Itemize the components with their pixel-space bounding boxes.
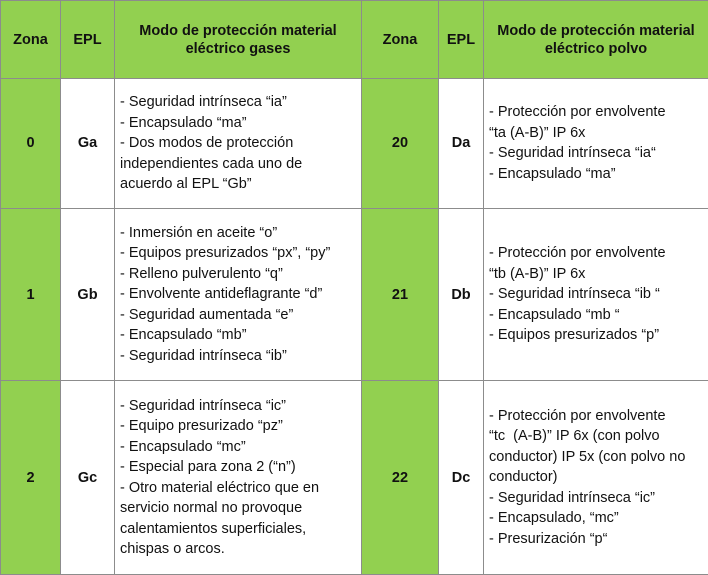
mode-line: - Seguridad aumentada “e”: [120, 306, 294, 323]
mode-line: - Encapsulado “ma”: [120, 114, 247, 131]
mode-line: conductor) IP 5x (con polvo no: [489, 448, 686, 465]
modos-polvo-cell: [484, 208, 708, 381]
mode-line: acuerdo al EPL “Gb”: [120, 176, 252, 193]
mode-line: - Seguridad intrínseca “ib”: [120, 347, 287, 364]
header-row: [1, 1, 708, 79]
mode-line: chispas o arcos.: [120, 541, 225, 558]
mode-line: - Seguridad intrínseca “ic”: [120, 397, 287, 414]
mode-line: - Dos modos de protección: [120, 135, 294, 152]
mode-line: - Encapsulado, “mc”: [489, 510, 619, 527]
zona-gas-cell: 0: [1, 79, 61, 208]
mode-line: - Seguridad intrínseca “ia”: [120, 94, 287, 111]
mode-line: - Encapsulado “ma”: [489, 165, 616, 182]
modos-polvo-cell: [484, 79, 708, 208]
epl-gas-cell: Ga: [61, 79, 115, 208]
mode-line: independientes cada uno de: [120, 155, 303, 172]
mode-line: - Inmersión en aceite “o”: [120, 224, 278, 241]
mode-line: - Equipos presurizados “px”, “py”: [120, 245, 331, 262]
mode-line: - Equipo presurizado “pz”: [120, 418, 283, 435]
mode-line: - Protección por envolvente: [489, 245, 666, 262]
mode-line: - Encapsulado “mb”: [120, 327, 247, 344]
header-epl-polvo: EPL: [439, 1, 484, 79]
mode-line: - Envolvente antideflagrante “d”: [120, 286, 323, 303]
epl-polvo-cell: Dc: [439, 381, 484, 575]
epl-polvo-cell: Da: [439, 79, 484, 208]
mode-line: - Protección por envolvente: [489, 104, 666, 121]
mode-line: “ta (A-B)” IP 6x: [489, 124, 586, 141]
mode-line: servicio normal no provoque: [120, 500, 303, 517]
modos-gas-cell: [115, 208, 362, 381]
zona-polvo-cell: 20: [362, 79, 439, 208]
table-row: [1, 79, 708, 208]
mode-line: - Protección por envolvente: [489, 407, 666, 424]
modos-gas-cell: [115, 79, 362, 208]
epl-gas-cell: Gb: [61, 208, 115, 381]
mode-line: - Encapsulado “mb “: [489, 306, 620, 323]
mode-line: - Relleno pulverulento “q”: [120, 265, 283, 282]
header-epl: EPL: [61, 1, 115, 79]
epl-polvo-cell: Db: [439, 208, 484, 381]
mode-line: - Otro material eléctrico que en: [120, 479, 320, 496]
mode-line: - Encapsulado “mc”: [120, 438, 246, 455]
mode-line: - Especial para zona 2 (“n”): [120, 459, 296, 476]
zona-polvo-cell: 21: [362, 208, 439, 381]
mode-line: - Presurización “p“: [489, 530, 608, 547]
table-row: [1, 381, 708, 575]
mode-line: - Equipos presurizados “p”: [489, 327, 660, 344]
mode-line: “tc (A-B)” IP 6x (con polvo: [489, 428, 660, 445]
zona-gas-cell: 1: [1, 208, 61, 381]
mode-line: “tb (A-B)” IP 6x: [489, 265, 586, 282]
header-modo-polvo: Modo de protección material eléctrico polvo: [484, 1, 708, 79]
mode-line: conductor): [489, 469, 558, 486]
table-row: [1, 208, 708, 381]
epl-gas-cell: Gc: [61, 381, 115, 575]
header-zona-polvo: Zona: [362, 1, 439, 79]
mode-line: - Seguridad intrínseca “ib “: [489, 286, 660, 303]
zona-gas-cell: 2: [1, 381, 61, 575]
mode-line: - Seguridad intrínseca “ia“: [489, 145, 656, 162]
mode-line: - Seguridad intrínseca “ic”: [489, 489, 656, 506]
header-modo-gases: Modo de protección material eléctrico gases: [115, 1, 362, 79]
mode-line: calentamientos superficiales,: [120, 520, 307, 537]
modos-gas-cell: [115, 381, 362, 575]
modos-polvo-cell: [484, 381, 708, 575]
zona-polvo-cell: 22: [362, 381, 439, 575]
header-zona: Zona: [1, 1, 61, 79]
